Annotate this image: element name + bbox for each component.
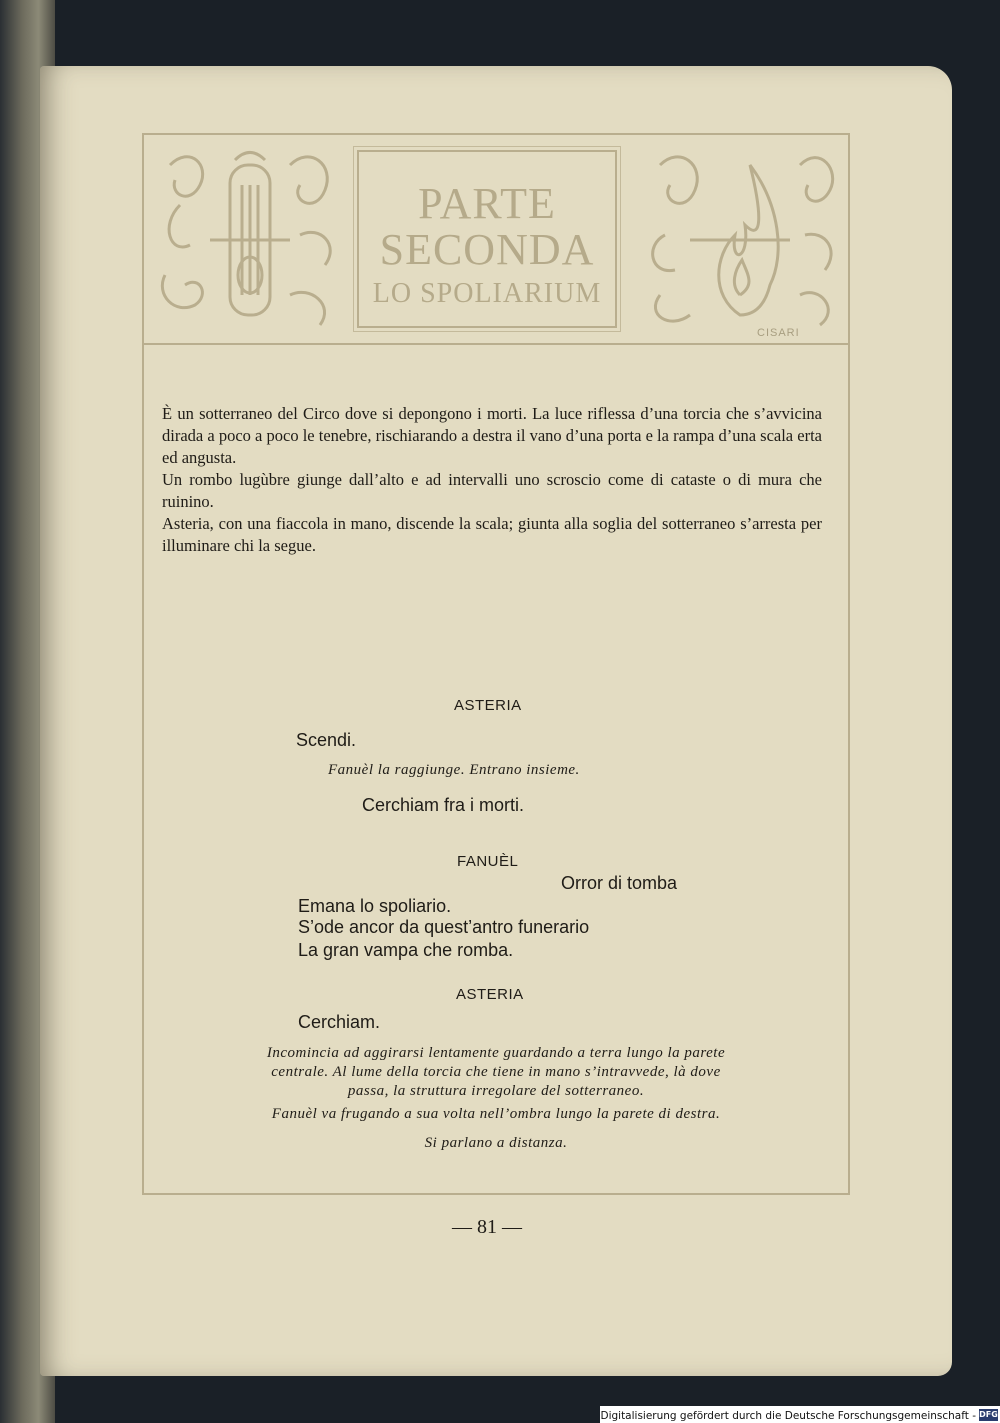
- stage-direction: Si parlano a distanza.: [424, 1135, 568, 1151]
- lyre-ornament-icon: [150, 145, 350, 335]
- verse-line: Cerchiam.: [298, 1012, 381, 1032]
- footer-credit: Digitalisierung gefördert durch die Deutsche Forschungsgemeinschaft -: [600, 1410, 976, 1422]
- verse-line: La gran vampa che romba.: [298, 940, 514, 960]
- stage-direction: passa, la struttura irregolare del sotterraneo.: [347, 1083, 645, 1099]
- speaker-name: ASTERIA: [454, 697, 522, 714]
- scene-description-1: È un sotterraneo del Circo dove si depongono i morti. La luce riflessa d’una torcia che s’avvicina dirada a poco a poco le tenebre, rischiarando a destra il vano d’una porta e la rampa d’una scala erta ed angusta.: [162, 404, 822, 467]
- stage-direction: Incomincia ad aggirarsi lentamente guardando a terra lungo la parete: [266, 1045, 726, 1061]
- dfg-logo-icon: DFG: [979, 1410, 998, 1419]
- verse-line: Orror di tomba: [561, 873, 678, 893]
- stage-direction: Fanuèl va frugando a sua volta nell’ombra lungo la parete di destra.: [271, 1106, 721, 1122]
- flame-ornament-icon: [640, 145, 845, 335]
- verse-line: Emana lo spoliario.: [298, 896, 452, 916]
- title-line-2: SECONDA: [379, 225, 595, 274]
- verse-line: Scendi.: [296, 730, 357, 750]
- scene-description-2: Un rombo lugùbre giunge dall’alto e ad intervalli uno scroscio come di cataste o di mura che ruinino.: [162, 470, 822, 511]
- stage-direction: centrale. Al lume della torcia che tiene in mano s’intravvede, là dove: [271, 1064, 721, 1080]
- speaker-name: FANUÈL: [457, 853, 519, 870]
- scene-description-3: Asteria, con una fiaccola in mano, discende la scala; giunta alla soglia del sotterraneo s’arresta per illuminare chi la segue.: [162, 514, 822, 555]
- subtitle: LO SPOLIARIUM: [372, 278, 602, 309]
- title-line-1: PARTE: [418, 179, 556, 228]
- artist-signature: CISARI: [757, 327, 800, 339]
- section-title-box: [357, 150, 617, 328]
- page-number: — 81 —: [452, 1216, 522, 1238]
- speaker-name: ASTERIA: [456, 986, 524, 1003]
- stage-direction: Fanuèl la raggiunge. Entrano insieme.: [328, 762, 580, 778]
- verse-line: Cerchiam fra i morti.: [362, 795, 525, 815]
- verse-line: S’ode ancor da quest’antro funerario: [298, 917, 590, 937]
